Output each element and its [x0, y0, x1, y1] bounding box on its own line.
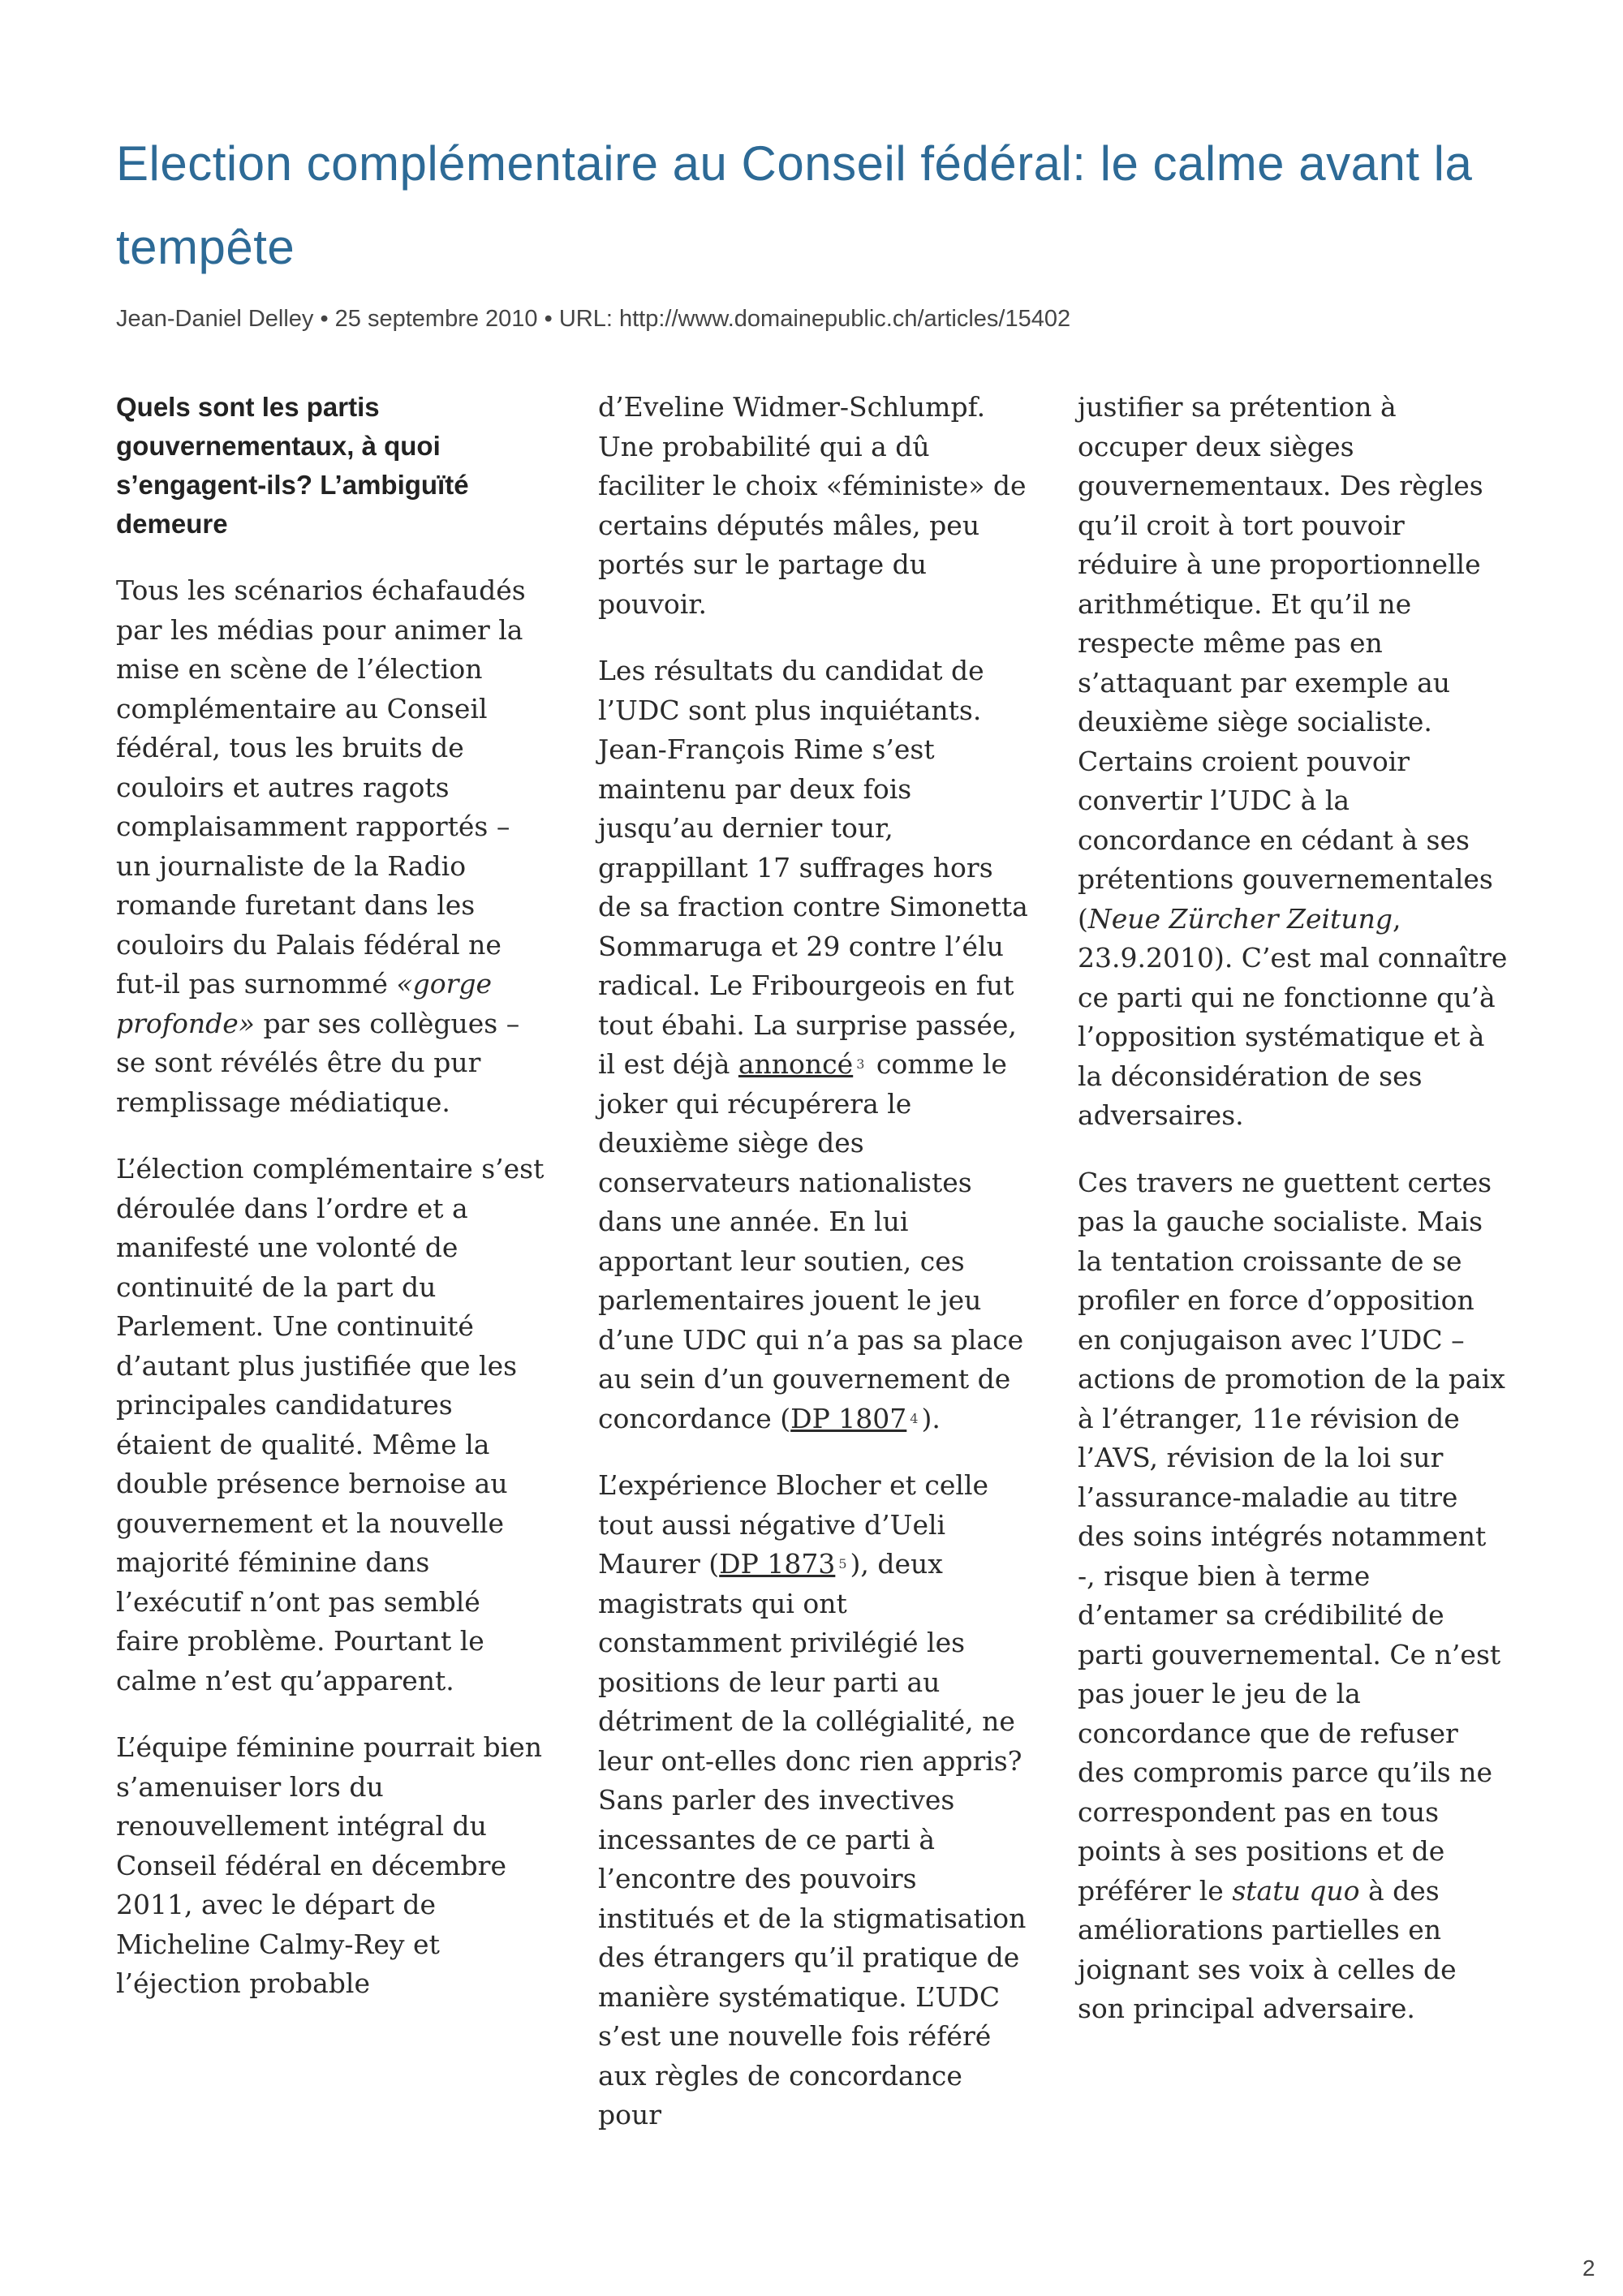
text: à des améliorations partielles en joignant ses voix à celles de son principal adversaire. [1078, 1874, 1457, 2024]
text: ). [921, 1402, 941, 1434]
footnote-ref: 5 [838, 1556, 847, 1572]
article-lede: Quels sont les partis gouvernementaux, à quoi s’engagent-ils? L’ambiguïté demeure [116, 392, 469, 539]
emphasis: Neue Zürcher Zeitung [1087, 902, 1393, 935]
text: ), deux magistrats qui ont constamment privilégié les positions de leur parti au détriment de la collégialité, ne leur ont-elles donc rien appris? Sans parler des invectives incessantes de ce parti à l’encontre des pouvoirs institués et de la stigmatisation des étrangers qu’il pratique de manière systématique. L’UDC s’est une nouvelle fois référé aux règles de concordance pour [598, 1548, 1027, 2130]
text: Ces travers ne guettent certes pas la gauche socialiste. Mais la tentation croissante de se profiler en force d’opposition en conjugaison avec l’UDC – actions de promotion de la paix à l’étranger, 11e révision de l’AVS, révision de la loi sur l’assurance-maladie au titre des soins intégrés notamment -, risque bien à terme d’entamer sa crédibilité de parti gouvernemental. Ce n’est pas jouer le jeu de la concordance que de refuser des compromis parce qu’ils ne correspondent pas en tous points à ses positions et de préférer le [1078, 1166, 1505, 1907]
article-byline: Jean-Daniel Delley • 25 septembre 2010 • URL: http://www.domainepublic.ch/articles/15402 [116, 306, 1071, 332]
link-dp-1807[interactable]: DP 1807 [790, 1402, 907, 1434]
text: comme le joker qui récupérera le deuxième siège des conservateurs nationalistes dans une année. En lui apportant leur soutien, ces parlementaires jouent le jeu d’une UDC qui n’a pas sa place au sein d’un gouvernement de concordance ( [598, 1048, 1024, 1434]
paragraph [1078, 388, 1508, 1136]
text: justifier sa prétention à occuper deux sièges gouvernementaux. Des règles qu’il croit à tort pouvoir réduire à une proportionnelle arithmétique. Et qu’il ne respecte même pas en s’attaquant par exemple au deuxième siège socialiste. Certains croient pouvoir convertir l’UDC à la concordance en cédant à ses prétentions gouvernementales ( [1078, 391, 1493, 935]
paragraph [116, 571, 546, 1122]
paragraph [1078, 1163, 1508, 2029]
link-annonce[interactable]: annoncé [738, 1048, 854, 1080]
paragraph: L’équipe féminine pourrait bien s’amenuiser lors du renouvellement intégral du Conseil fédéral en décembre 2011, avec le départ de Micheline Calmy-Rey et l’éjection probable [116, 1731, 543, 1999]
column-2 [598, 388, 1028, 2163]
footnote-ref: 4 [910, 1410, 919, 1426]
emphasis: statu quo [1232, 1874, 1360, 1907]
link-dp-1873[interactable]: DP 1873 [719, 1548, 836, 1580]
paragraph [598, 1466, 1028, 2135]
article-title: Election complémentaire au Conseil fédéral: le calme avant la tempête [116, 136, 1473, 274]
column-3 [1078, 388, 1508, 2057]
paragraph: d’Eveline Widmer-Schlumpf. Une probabilité qui a dû faciliter le choix «féministe» de certains députés mâles, peu portés sur le partage du pouvoir. [598, 391, 1027, 620]
text: Les résultats du candidat de l’UDC sont plus inquiétants. Jean-François Rime s’est maintenu par deux fois jusqu’au dernier tour, grappillant 17 suffrages hors de sa fraction contre Simonetta Sommaruga et 29 contre l’élu radical. Le Fribourgeois en fut tout ébahi. La surprise passée, il est déjà [598, 655, 1028, 1080]
paragraph [598, 651, 1028, 1438]
emphasis: «gorge profonde» [116, 968, 493, 1039]
text: Tous les scénarios échafaudés par les médias pour animer la mise en scène de l’élection complémentaire au Conseil fédéral, tous les bruits de couloirs et autres ragots complaisamment rapportés – un journaliste de la Radio romande furetant dans les couloirs du Palais fédéral ne fut-il pas surnommé [116, 574, 526, 1000]
text: , 23.9.2010). C’est mal connaître ce parti qui ne fonctionne qu’à l’opposition systématique et à la déconsidération de ses adversaires. [1078, 902, 1508, 1131]
text: par ses collègues – se sont révélés être du pur remplissage médiatique. [116, 1007, 520, 1118]
page-number: 2 [1582, 2255, 1595, 2281]
text: L’expérience Blocher et celle tout aussi négative d’Ueli Maurer ( [598, 1469, 989, 1580]
paragraph: L’élection complémentaire s’est déroulée dans l’ordre et a manifesté une volonté de continuité de la part du Parlement. Une continuité d’autant plus justifiée que les principales candidatures étaient de qualité. Même la double présence bernoise au gouvernement et la nouvelle majorité féminine dans l’exécutif n’ont pas semblé faire problème. Pourtant le calme n’est qu’apparent. [116, 1153, 545, 1696]
footnote-ref: 3 [856, 1056, 865, 1072]
column-1 [116, 388, 546, 2032]
